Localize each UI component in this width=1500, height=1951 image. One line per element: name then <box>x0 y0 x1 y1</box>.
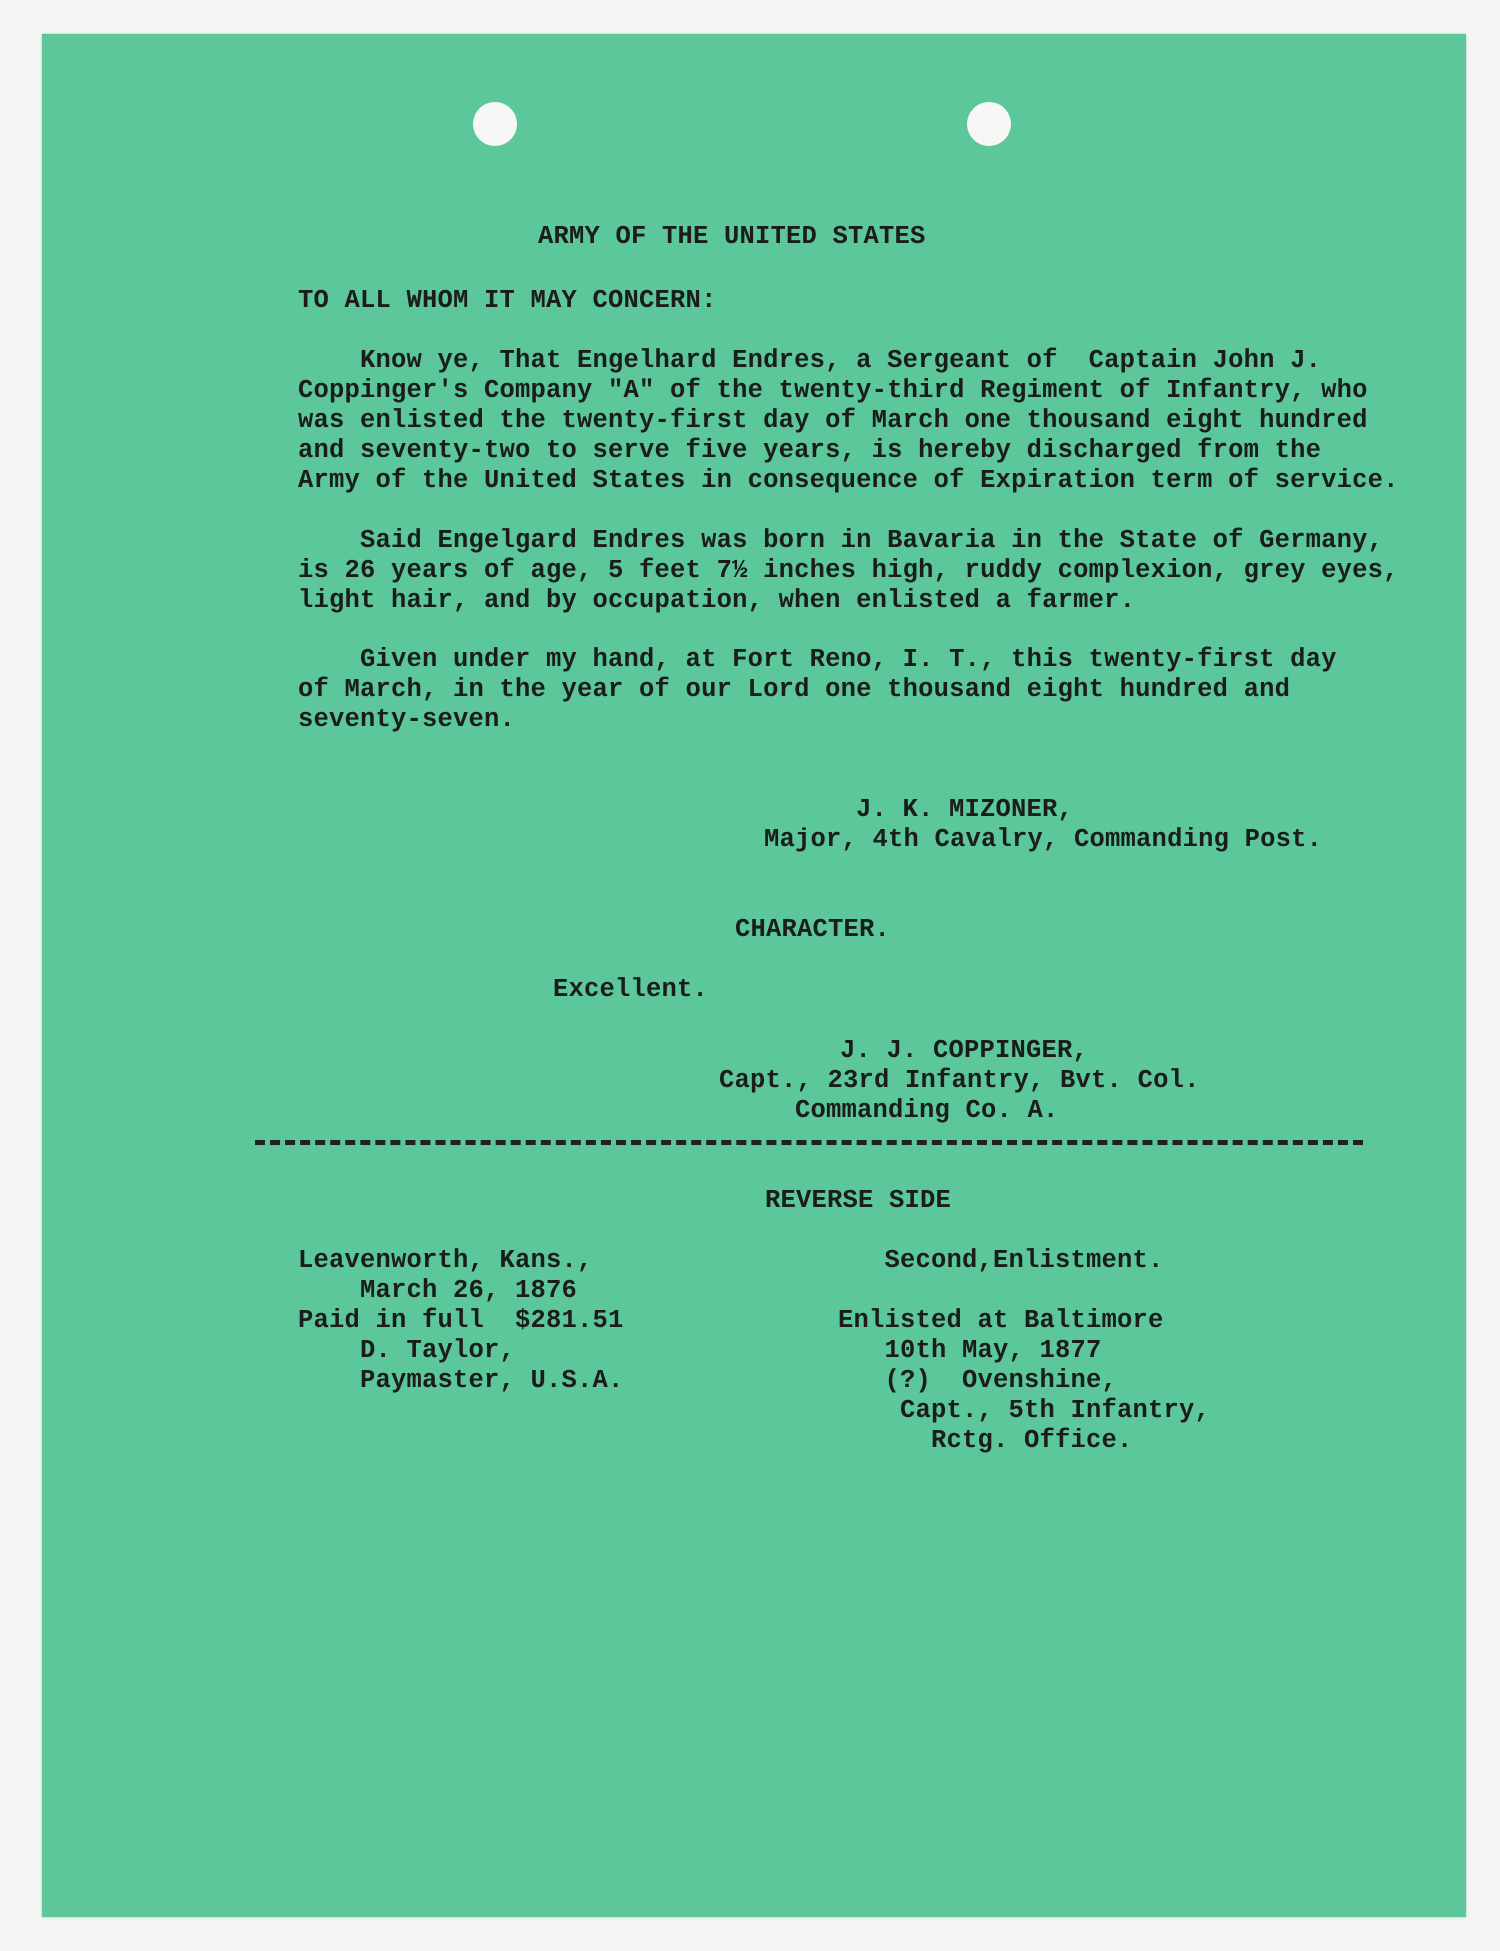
punch-hole-left <box>473 102 517 146</box>
salutation: TO ALL WHOM IT MAY CONCERN: <box>298 286 717 315</box>
paragraph-line: of March, in the year of our Lord one thousand eight hundred and <box>298 675 1291 704</box>
reverse-left-line: March 26, 1876 <box>298 1276 578 1305</box>
reverse-right-line: Rctg. Office. <box>838 1426 1133 1455</box>
dashed-divider <box>255 1140 1363 1145</box>
punch-hole-right <box>967 102 1011 146</box>
paragraph-line: Know ye, That Engelhard Endres, a Sergeant of Captain John J. <box>298 346 1322 375</box>
signature-title-mizoner: Major, 4th Cavalry, Commanding Post. <box>764 825 1323 854</box>
paragraph-line: Army of the United States in consequence of Expiration term of service. <box>298 466 1399 495</box>
signature-name-coppinger: J. J. COPPINGER, <box>840 1036 1089 1065</box>
reverse-right-line: 10th May, 1877 <box>838 1336 1102 1365</box>
reverse-right-line: Capt., 5th Infantry, <box>838 1396 1211 1425</box>
reverse-left-line: Paid in full $281.51 <box>298 1306 624 1335</box>
character-value: Excellent. <box>553 975 709 1004</box>
paragraph-line: Coppinger's Company "A" of the twenty-third Regiment of Infantry, who <box>298 376 1368 405</box>
document-heading: ARMY OF THE UNITED STATES <box>538 222 926 251</box>
reverse-left-line: Paymaster, U.S.A. <box>298 1366 624 1395</box>
reverse-side-heading: REVERSE SIDE <box>765 1186 952 1215</box>
paragraph-line: light hair, and by occupation, when enlisted a farmer. <box>298 586 1136 615</box>
signature-title-coppinger-2: Commanding Co. A. <box>795 1096 1059 1125</box>
paragraph-line: Given under my hand, at Fort Reno, I. T., this twenty-first day <box>298 645 1337 674</box>
paragraph-line: Said Engelgard Endres was born in Bavaria in the State of Germany, <box>298 526 1384 555</box>
reverse-left-line: Leavenworth, Kans., <box>298 1246 593 1275</box>
paragraph-line: is 26 years of age, 5 feet 7½ inches high, ruddy complexion, grey eyes, <box>298 556 1399 585</box>
document-sheet <box>42 34 1466 1917</box>
signature-name-mizoner: J. K. MIZONER, <box>856 795 1074 824</box>
reverse-left-line: D. Taylor, <box>298 1336 516 1365</box>
character-heading: CHARACTER. <box>735 915 891 944</box>
reverse-right-line: Enlisted at Baltimore <box>838 1306 1164 1335</box>
reverse-right-line: Second,Enlistment. <box>838 1246 1164 1275</box>
paragraph-line: was enlisted the twenty-first day of March one thousand eight hundred <box>298 406 1368 435</box>
paragraph-line: and seventy-two to serve five years, is hereby discharged from the <box>298 436 1322 465</box>
reverse-right-line: (?) Ovenshine, <box>838 1366 1118 1395</box>
signature-title-coppinger: Capt., 23rd Infantry, Bvt. Col. <box>719 1066 1200 1095</box>
paragraph-line: seventy-seven. <box>298 705 516 734</box>
